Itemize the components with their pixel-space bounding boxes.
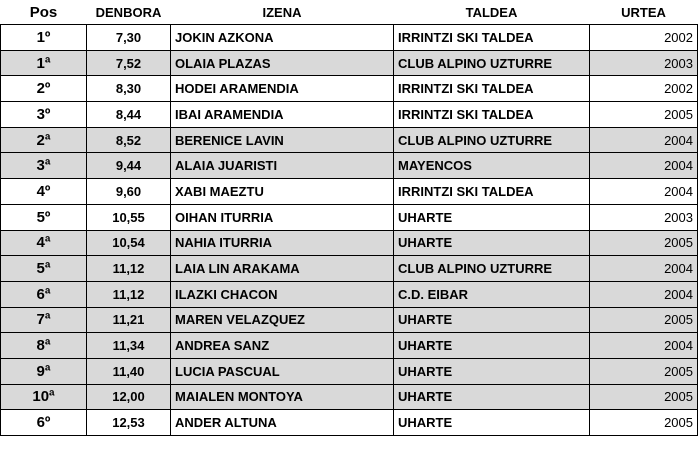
cell-pos: 3ª (1, 153, 87, 179)
cell-taldea: CLUB ALPINO UZTURRE (394, 127, 590, 153)
cell-denbora: 11,40 (87, 358, 171, 384)
table-row (1, 25, 698, 51)
cell-urtea: 2003 (590, 204, 698, 230)
cell-izena: OIHAN ITURRIA (171, 204, 394, 230)
cell-denbora: 7,30 (87, 25, 171, 51)
cell-denbora: 8,52 (87, 127, 171, 153)
cell-denbora: 8,30 (87, 76, 171, 102)
cell-taldea: UHARTE (394, 307, 590, 333)
cell-pos: 6ª (1, 281, 87, 307)
cell-pos: 8ª (1, 333, 87, 359)
header-denbora: DENBORA (87, 0, 171, 25)
cell-denbora: 11,21 (87, 307, 171, 333)
cell-taldea: UHARTE (394, 410, 590, 436)
cell-urtea: 2003 (590, 50, 698, 76)
header-row (1, 0, 698, 25)
table-row (1, 384, 698, 410)
cell-denbora: 8,44 (87, 102, 171, 128)
table-row (1, 307, 698, 333)
cell-urtea: 2004 (590, 333, 698, 359)
cell-pos: 5º (1, 204, 87, 230)
cell-izena: XABI MAEZTU (171, 179, 394, 205)
cell-pos: 1ª (1, 50, 87, 76)
cell-pos: 4ª (1, 230, 87, 256)
cell-urtea: 2004 (590, 281, 698, 307)
cell-taldea: UHARTE (394, 358, 590, 384)
table-header (1, 0, 698, 25)
cell-urtea: 2005 (590, 384, 698, 410)
table-body (1, 25, 698, 436)
cell-urtea: 2005 (590, 307, 698, 333)
cell-pos: 5ª (1, 256, 87, 282)
cell-taldea: IRRINTZI SKI TALDEA (394, 76, 590, 102)
cell-urtea: 2002 (590, 76, 698, 102)
cell-izena: JOKIN AZKONA (171, 25, 394, 51)
cell-izena: ANDREA SANZ (171, 333, 394, 359)
cell-pos: 3º (1, 102, 87, 128)
cell-urtea: 2005 (590, 410, 698, 436)
cell-pos: 1º (1, 25, 87, 51)
cell-izena: LUCIA PASCUAL (171, 358, 394, 384)
cell-taldea: IRRINTZI SKI TALDEA (394, 25, 590, 51)
cell-denbora: 10,55 (87, 204, 171, 230)
cell-denbora: 11,34 (87, 333, 171, 359)
cell-izena: BERENICE LAVIN (171, 127, 394, 153)
cell-izena: OLAIA PLAZAS (171, 50, 394, 76)
cell-izena: NAHIA ITURRIA (171, 230, 394, 256)
cell-taldea: IRRINTZI SKI TALDEA (394, 102, 590, 128)
table-row (1, 127, 698, 153)
cell-taldea: UHARTE (394, 230, 590, 256)
cell-taldea: IRRINTZI SKI TALDEA (394, 179, 590, 205)
cell-pos: 6º (1, 410, 87, 436)
cell-izena: ALAIA JUARISTI (171, 153, 394, 179)
header-izena: IZENA (171, 0, 394, 25)
cell-pos: 2ª (1, 127, 87, 153)
header-taldea: TALDEA (394, 0, 590, 25)
cell-taldea: C.D. EIBAR (394, 281, 590, 307)
cell-izena: ANDER ALTUNA (171, 410, 394, 436)
cell-denbora: 12,00 (87, 384, 171, 410)
table-row (1, 358, 698, 384)
cell-pos: 4º (1, 179, 87, 205)
cell-taldea: CLUB ALPINO UZTURRE (394, 256, 590, 282)
cell-denbora: 9,60 (87, 179, 171, 205)
table-row (1, 230, 698, 256)
table-row (1, 102, 698, 128)
table-row (1, 204, 698, 230)
cell-urtea: 2004 (590, 256, 698, 282)
cell-taldea: UHARTE (394, 333, 590, 359)
cell-denbora: 10,54 (87, 230, 171, 256)
cell-denbora: 12,53 (87, 410, 171, 436)
table-row (1, 256, 698, 282)
cell-izena: MAREN VELAZQUEZ (171, 307, 394, 333)
cell-pos: 9ª (1, 358, 87, 384)
cell-pos: 7ª (1, 307, 87, 333)
cell-pos: 10ª (1, 384, 87, 410)
cell-taldea: MAYENCOS (394, 153, 590, 179)
cell-denbora: 11,12 (87, 281, 171, 307)
cell-urtea: 2005 (590, 230, 698, 256)
cell-denbora: 9,44 (87, 153, 171, 179)
table-row (1, 153, 698, 179)
cell-izena: LAIA LIN ARAKAMA (171, 256, 394, 282)
cell-urtea: 2004 (590, 153, 698, 179)
cell-urtea: 2002 (590, 25, 698, 51)
table-row (1, 179, 698, 205)
cell-izena: MAIALEN MONTOYA (171, 384, 394, 410)
table-row (1, 281, 698, 307)
cell-pos: 2º (1, 76, 87, 102)
header-urtea: URTEA (590, 0, 698, 25)
cell-urtea: 2005 (590, 102, 698, 128)
cell-urtea: 2004 (590, 127, 698, 153)
cell-denbora: 7,52 (87, 50, 171, 76)
cell-izena: HODEI ARAMENDIA (171, 76, 394, 102)
table-row (1, 50, 698, 76)
cell-taldea: UHARTE (394, 384, 590, 410)
cell-denbora: 11,12 (87, 256, 171, 282)
cell-urtea: 2005 (590, 358, 698, 384)
cell-izena: IBAI ARAMENDIA (171, 102, 394, 128)
cell-izena: ILAZKI CHACON (171, 281, 394, 307)
header-pos: Pos (1, 0, 87, 25)
cell-taldea: CLUB ALPINO UZTURRE (394, 50, 590, 76)
table-row (1, 333, 698, 359)
table-row (1, 76, 698, 102)
cell-taldea: UHARTE (394, 204, 590, 230)
cell-urtea: 2004 (590, 179, 698, 205)
table-row (1, 410, 698, 436)
